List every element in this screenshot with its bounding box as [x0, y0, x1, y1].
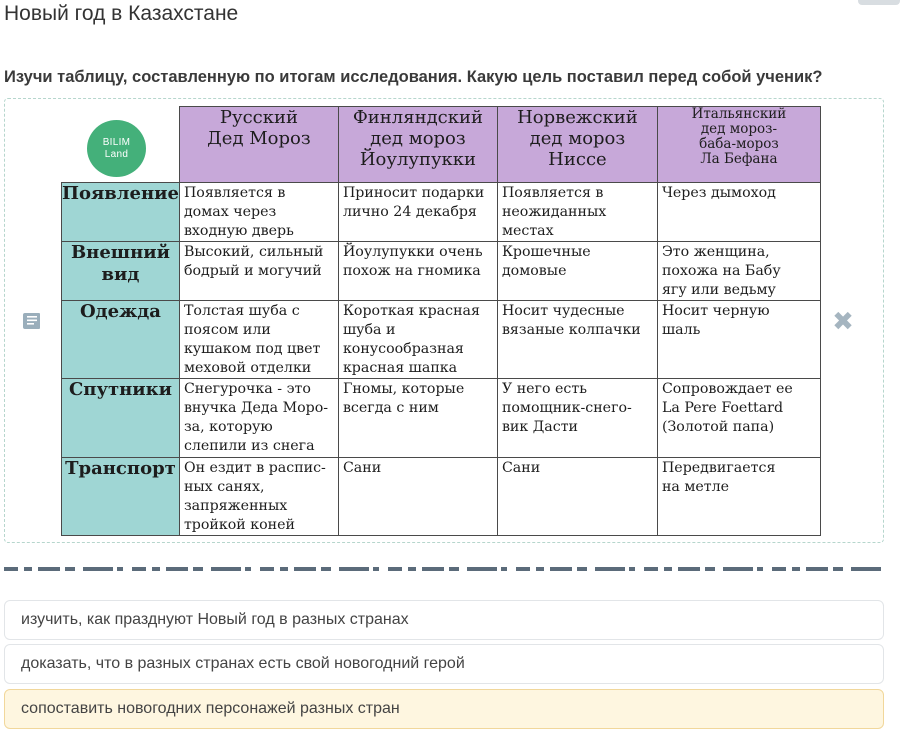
book-icon[interactable]	[21, 310, 43, 332]
row-header: Спутники	[62, 379, 180, 458]
table-row	[62, 379, 821, 458]
table-cell: Через дымоход	[657, 183, 820, 242]
answer-option-selected[interactable]: сопоставить новогодних персонажей разных стран	[4, 689, 884, 729]
table-cell: Снегурочка - это внучка Деда Моро- за, которую слепили из снега	[179, 379, 338, 458]
col-header-text: Финляндский дед мороз Йоулупукки	[352, 107, 483, 170]
logo-line1: BILIM	[102, 137, 131, 148]
table-cell: Это женщина, похожа на Бабу ягу или ведьму	[657, 242, 820, 301]
table-cell: Передвигается на метле	[657, 458, 820, 536]
col-header-text: Русский Дед Мороз	[207, 107, 311, 149]
answer-divider	[4, 566, 884, 572]
col-header-text: Норвежский дед мороз Ниссе	[517, 107, 638, 170]
comparison-table	[61, 106, 821, 536]
corner-tab[interactable]	[858, 0, 900, 5]
table-cell: Сани	[497, 458, 657, 536]
logo-line2: Land	[104, 149, 129, 160]
row-header: Транспорт	[62, 458, 180, 536]
table-cell: У него есть помощник-снего- вик Дасти	[497, 379, 657, 458]
table-cell: Крошечные домовые	[497, 242, 657, 301]
row-header: Появление	[62, 183, 180, 242]
col-header-russian	[179, 107, 338, 183]
table-row	[62, 301, 821, 379]
table-corner	[62, 107, 180, 183]
question-text: Изучи таблицу, составленную по итогам исследования. Какую цель поставил перед собой ученик?	[4, 68, 823, 86]
page-title: Новый год в Казахстане	[4, 2, 239, 25]
table-cell: Сани	[338, 458, 497, 536]
table-cell: Появляется в неожиданных местах	[497, 183, 657, 242]
table-cell: Короткая красная шуба и конусообразная красная шапка	[338, 301, 497, 379]
table-cell: Носит чудесные вязаные колпачки	[497, 301, 657, 379]
row-header: Внешний вид	[62, 242, 180, 301]
col-header-norwegian	[497, 107, 657, 183]
table-row	[62, 242, 821, 301]
row-header: Одежда	[62, 301, 180, 379]
table-cell: Появляется в домах через входную дверь	[179, 183, 338, 242]
answer-option[interactable]: доказать, что в разных странах есть свой новогодний герой	[4, 644, 884, 684]
table-cell: Приносит подарки лично 24 декабря	[338, 183, 497, 242]
table-row	[62, 183, 821, 242]
answer-option[interactable]: изучить, как празднуют Новый год в разных странах	[4, 600, 884, 640]
table-cell: Сопровождает ее La Pere Foettard (Золотой папа)	[657, 379, 820, 458]
col-header-finnish	[338, 107, 497, 183]
table-cell: Толстая шуба с поясом или кушаком под цвет меховой отделки	[179, 301, 338, 379]
col-header-italian	[657, 107, 820, 183]
table-cell: Носит черную шаль	[657, 301, 820, 379]
table-cell: Высокий, сильный бодрый и могучий	[179, 242, 338, 301]
table-cell: Он ездит в распис- ных санях, запряженных тройкой коней	[179, 458, 338, 536]
col-header-text: Итальянский дед мороз- баба-мороз Ла Бефана	[691, 106, 787, 167]
table-cell: Гномы, которые всегда с ним	[338, 379, 497, 458]
table-cell: Йоулупукки очень похож на гномика	[338, 242, 497, 301]
table-row	[62, 458, 821, 536]
close-icon[interactable]: ✖	[832, 306, 854, 336]
